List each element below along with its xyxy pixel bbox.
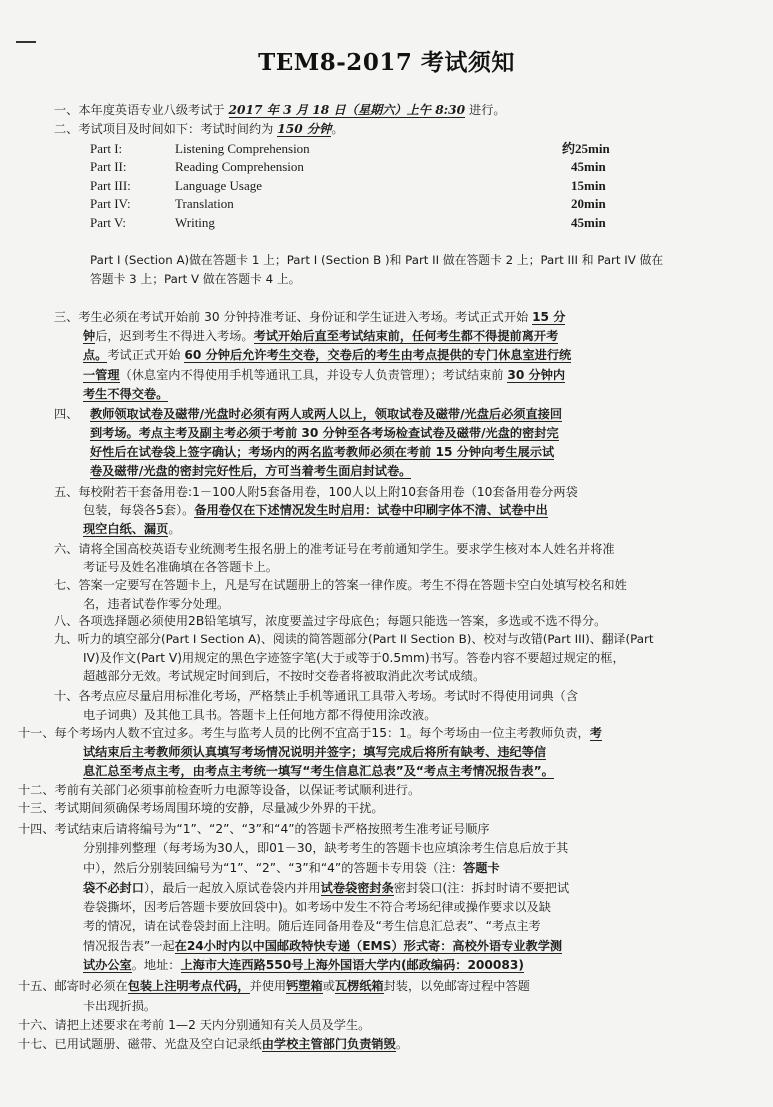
item-14-line: 卷袋撕坏，因考后答题卡要放回袋中)。如考场中发生不符合考场纪律或操作要求以及缺 <box>83 900 551 914</box>
item-3-line: 钟后，迟到考生不得进入考场。考试开始后直至考试结束前，任何考生都不得提前离开考 <box>83 329 559 343</box>
item-4-line: 到考场。考点主考及副主考必须于考前 30 分钟至各考场检查试卷及磁带/光盘的密封完 <box>90 426 559 440</box>
scan-mark <box>16 41 36 43</box>
item-3: 三、考生必须在考试开始前 30 分钟持准考证、身份证和学生证进入考场。考试正式开始 15 分 <box>54 310 566 324</box>
part-num: Part I: <box>90 141 123 156</box>
item-17: 十七、已用试题册、磁带、光盘及空白记录纸由学校主管部门负责销毁。 <box>18 1037 408 1051</box>
part-num: Part III: <box>90 178 131 193</box>
part-name: Translation <box>175 196 234 211</box>
item-7: 七、答案一定要写在答题卡上，凡是写在试题册上的答案一律作废。考生不得在答题卡空白处填写校名和姓 <box>54 578 627 592</box>
item-3-line: 点。考试正式开始 60 分钟后允许考生交卷，交卷后的考生由考点提供的专门休息室进行统 <box>83 348 572 362</box>
item-9: 九、听力的填空部分(Part I Section A)、阅读的简答题部分(Part II Section B)、校对与改错(Part III)、翻译(Part <box>54 632 654 646</box>
item-11-line: 试结束后主考教师须认真填写考场情况说明并签字；填写完成后将所有缺考、违纪等信 <box>83 745 547 759</box>
part-name: Language Usage <box>175 178 262 193</box>
item-15-line: 卡出现折损。 <box>83 999 157 1013</box>
item-16: 十六、请把上述要求在考前 1—2 天内分别通知有关人员及学生。 <box>18 1018 371 1032</box>
part-name: Reading Comprehension <box>175 159 304 174</box>
item-5-line: 包装，每袋各5套）。备用卷仅在下述情况发生时启用：试卷中印刷字体不清、试卷中出 <box>83 503 548 517</box>
part-name: Listening Comprehension <box>175 141 310 156</box>
item-14-line: 考的情况，请在试卷袋封面上注明。随后连同备用卷及“考生信息汇总表”、“考点主考 <box>83 919 541 933</box>
item-4-line: 卷及磁带/光盘的密封完好性后，方可当着考生面启封试卷。 <box>90 464 412 478</box>
item-4: 四、 <box>54 407 79 421</box>
item-11-line: 息汇总至考点主考，由考点主考统一填写“考生信息汇总表”及“考点主考情况报告表”。 <box>83 764 554 778</box>
item-3-line: 一管理（休息室内不得使用手机等通讯工具，并设专人负责管理）；考试结束前 30 分钟内 <box>83 368 566 382</box>
item-15: 十五、邮寄时必须在包装上注明考点代码，并使用钙塑箱或瓦楞纸箱封装，以免邮寄过程中答题 <box>18 979 530 993</box>
part-name: Writing <box>175 215 215 230</box>
part-time: 45min <box>571 159 606 174</box>
item-14-line: 袋不必封口），最后一起放入原试卷袋内并用试卷袋密封条密封袋口(注：拆封时请不要把试 <box>83 881 570 895</box>
item-12: 十二、考前有关部门必须事前检查听力电源等设备，以保证考试顺利进行。 <box>18 783 421 797</box>
item-4-line: 好性后在试卷袋上签字确认；考场内的两名监考教师必须在考前 15 分钟向考生展示试 <box>90 445 555 459</box>
item-13: 十三、考试期间须确保考场周围环境的安静，尽量减少外界的干扰。 <box>18 801 384 815</box>
part-num: Part V: <box>90 215 126 230</box>
item-9-line: 超越部分无效。考试规定时间到后，不按时交卷者将被取消此次考试成绩。 <box>83 669 486 683</box>
part-time: 45min <box>571 215 606 230</box>
page-title: TEM8-2017 考试须知 <box>258 49 515 76</box>
item-5: 五、每校附若干套备用卷:1－100人附5套备用卷，100人以上附10套备用卷（10套备用卷分两袋 <box>54 485 578 499</box>
item-14-line: 情况报告表”一起在24小时内以中国邮政特快专递（EMS）形式寄：高校外语专业教学测 <box>83 939 563 953</box>
answer-sheet-note: Part I (Section A)做在答题卡 1 上；Part I (Section B )和 Part II 做在答题卡 2 上；Part III 和 Part IV 做在 <box>90 253 664 267</box>
item-10-line: 电子词典）及其他工具书。答题卡上任何地方都不得使用涂改液。 <box>83 708 437 722</box>
item-7-line: 名，违者试卷作零分处理。 <box>83 597 230 611</box>
item-8: 八、各项选择题必须使用2B铅笔填写，浓度要盖过字母底色；每题只能选一答案，多选或不选不得分。 <box>54 614 607 628</box>
answer-sheet-note: 答题卡 3 上；Part V 做在答题卡 4 上。 <box>90 272 301 286</box>
part-time: 约25min <box>562 141 610 156</box>
item-3-line: 考生不得交卷。 <box>83 387 169 401</box>
item-9-line: IV)及作文(Part V)用规定的黑色字迹签字笔(大于或等于0.5mm)书写。答卷内容不要超过规定的框， <box>83 651 625 665</box>
item-14: 十四、考试结束后请将编号为“1”、“2”、“3”和“4”的答题卡严格按照考生准考证号顺序 <box>18 822 490 836</box>
item-5-line: 现空白纸、漏页。 <box>83 522 181 536</box>
item-1: 一、本年度英语专业八级考试于 2017 年 3 月 18 日（星期六）上午 8:30 进行。 <box>54 103 506 117</box>
item-14-line: 分别排列整理（每考场为30人，即01－30，缺考考生的答题卡也应填涂考生信息后放于其 <box>83 841 569 855</box>
item-6: 六、请将全国高校英语专业统测考生报名册上的准考证号在考前通知学生。要求学生核对本人姓名并将准 <box>54 542 615 556</box>
part-num: Part II: <box>90 159 127 174</box>
item-10: 十、各考点应尽量启用标准化考场，严格禁止手机等通讯工具带入考场。考试时不得使用词典（含 <box>54 689 579 703</box>
part-time: 20min <box>571 196 606 211</box>
item-11: 十一、每个考场内人数不宜过多。考生与监考人员的比例不宜高于15：1。每个考场由一位主考教师负责，考 <box>18 726 602 740</box>
item-4-line: 教师领取试卷及磁带/光盘时必须有两人或两人以上，领取试卷及磁带/光盘后必须直接回 <box>90 407 563 421</box>
item-2: 二、考试项目及时间如下：考试时间约为 150 分钟。 <box>54 122 344 136</box>
part-num: Part IV: <box>90 196 131 211</box>
item-6-line: 考证号及姓名准确填在各答题卡上。 <box>83 560 278 574</box>
part-time: 15min <box>571 178 606 193</box>
item-14-line: 试办公室。地址：上海市大连西路550号上海外国语大学内(邮政编码：200083) <box>83 958 524 972</box>
item-14-line: 中），然后分别装回编号为“1”、“2”、“3”和“4”的答题卡专用袋（注：答题卡 <box>83 861 500 875</box>
